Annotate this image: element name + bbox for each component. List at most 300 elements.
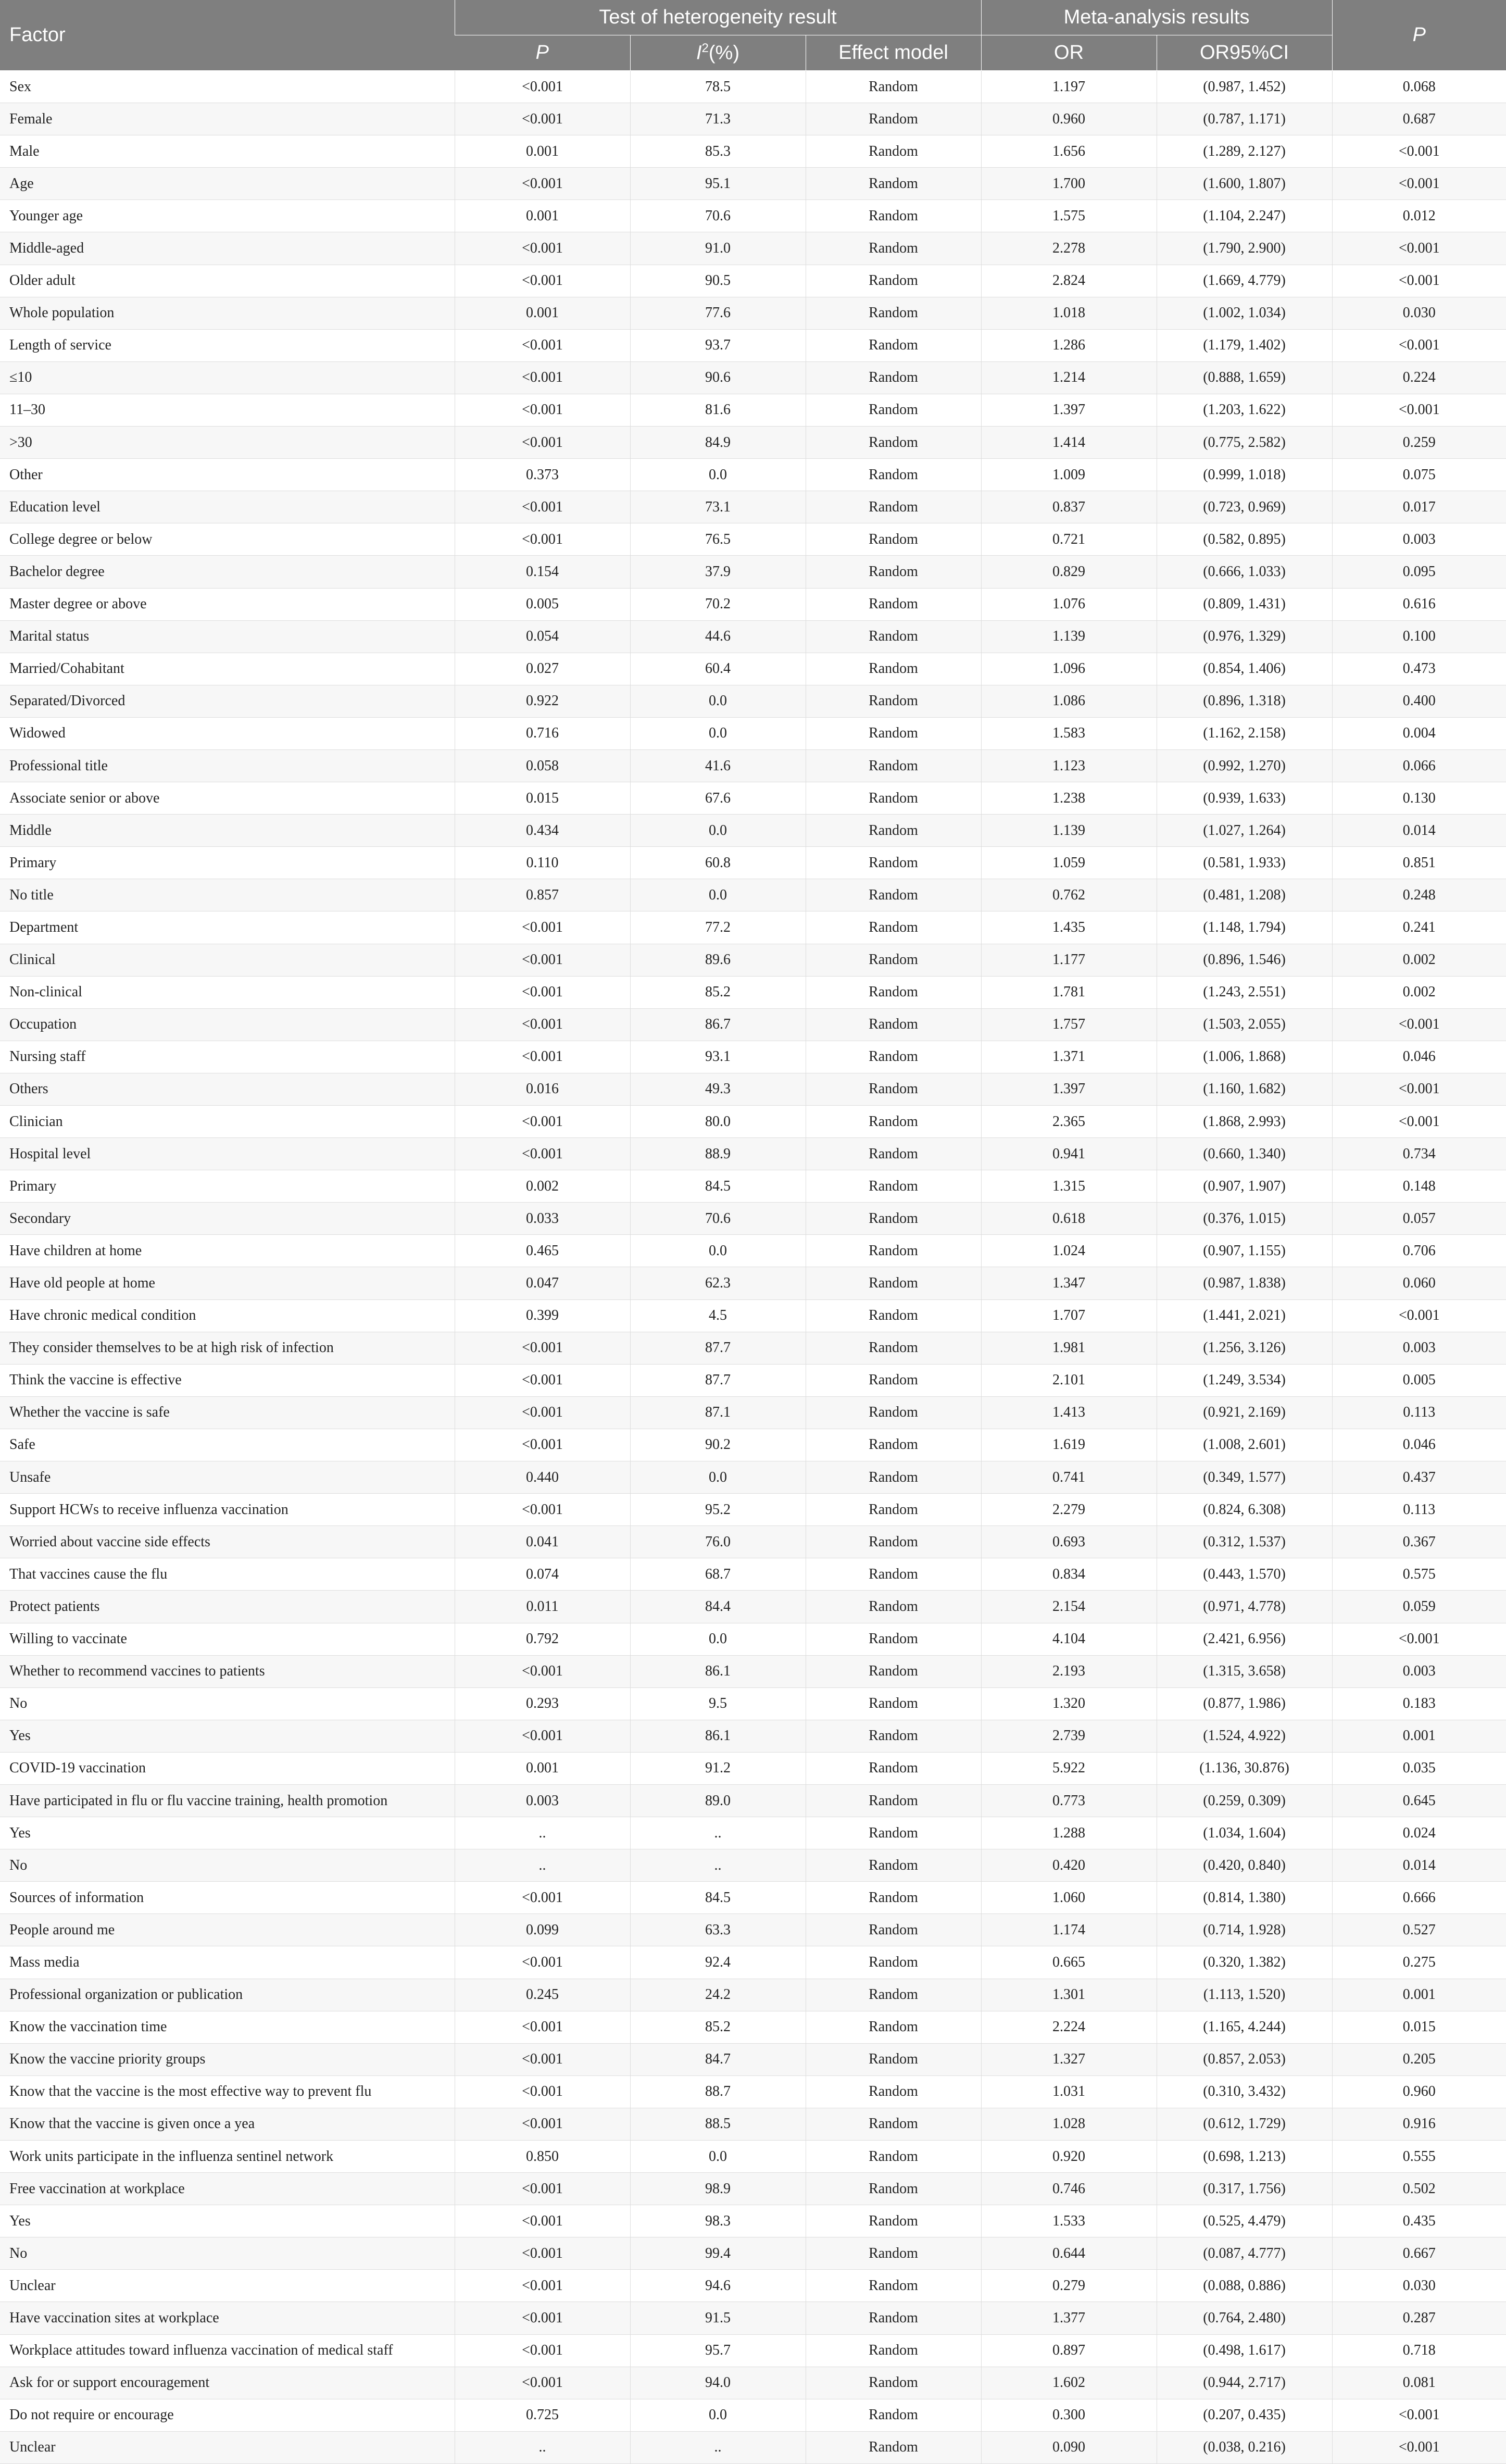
or-ci-cell: (0.775, 2.582)	[1157, 427, 1332, 459]
factor-cell: Female	[0, 103, 455, 135]
or-ci-cell: (0.666, 1.033)	[1157, 556, 1332, 588]
effect-model-cell: Random	[806, 847, 981, 879]
factor-cell: College degree or below	[0, 523, 455, 556]
p-value-cell: 0.081	[1332, 2367, 1506, 2399]
table-row	[0, 717, 1506, 749]
heterogeneity-p-cell: 0.001	[455, 200, 630, 232]
or-ci-cell: (0.987, 1.838)	[1157, 1267, 1332, 1299]
effect-model-cell: Random	[806, 1817, 981, 1849]
or-cell: 1.024	[981, 1235, 1157, 1267]
heterogeneity-p-cell: <0.001	[455, 329, 630, 361]
or-ci-cell: (0.907, 1.155)	[1157, 1235, 1332, 1267]
p-value-cell: 0.005	[1332, 1364, 1506, 1396]
effect-model-cell: Random	[806, 1784, 981, 1817]
i2-cell: 67.6	[630, 782, 806, 815]
heterogeneity-p-cell: 0.245	[455, 1979, 630, 2011]
or-ci-cell: (0.896, 1.546)	[1157, 944, 1332, 976]
or-cell: 1.700	[981, 168, 1157, 200]
table-row	[0, 1138, 1506, 1170]
table-row	[0, 847, 1506, 879]
table-row	[0, 2075, 1506, 2108]
effect-model-cell: Random	[806, 200, 981, 232]
factor-cell: Bachelor degree	[0, 556, 455, 588]
effect-model-cell: Random	[806, 944, 981, 976]
or-ci-cell: (0.088, 0.886)	[1157, 2270, 1332, 2302]
heterogeneity-p-cell: 0.033	[455, 1203, 630, 1235]
or-cell: 1.583	[981, 717, 1157, 749]
factor-cell: >30	[0, 427, 455, 459]
i2-cell: 78.5	[630, 71, 806, 103]
effect-model-cell: Random	[806, 2399, 981, 2431]
p-value-cell: 0.435	[1332, 2205, 1506, 2237]
p-value-cell: 0.555	[1332, 2141, 1506, 2173]
p-value-cell: 0.400	[1332, 685, 1506, 717]
i2-cell: 98.9	[630, 2173, 806, 2205]
table-row	[0, 556, 1506, 588]
table-row	[0, 200, 1506, 232]
factor-cell: Middle-aged	[0, 232, 455, 265]
effect-model-cell: Random	[806, 879, 981, 911]
or-cell: 5.922	[981, 1752, 1157, 1784]
i2-cell: 86.7	[630, 1008, 806, 1041]
or-cell: 1.086	[981, 685, 1157, 717]
heterogeneity-p-cell: <0.001	[455, 2367, 630, 2399]
i2-cell: 0.0	[630, 459, 806, 491]
or-cell: 2.101	[981, 1364, 1157, 1396]
or-cell: 0.773	[981, 1784, 1157, 1817]
p-value-cell: 0.259	[1332, 427, 1506, 459]
or-ci-cell: (0.207, 0.435)	[1157, 2399, 1332, 2431]
factor-cell: Widowed	[0, 717, 455, 749]
or-cell: 0.829	[981, 556, 1157, 588]
or-cell: 0.618	[981, 1203, 1157, 1235]
or-ci-cell: (0.896, 1.318)	[1157, 685, 1332, 717]
factor-cell: 11–30	[0, 394, 455, 426]
table-row	[0, 749, 1506, 782]
or-cell: 0.721	[981, 523, 1157, 556]
or-ci-cell: (0.420, 0.840)	[1157, 1849, 1332, 1882]
effect-model-cell: Random	[806, 1558, 981, 1591]
or-cell: 1.028	[981, 2108, 1157, 2140]
effect-model-cell: Random	[806, 1203, 981, 1235]
i2-cell: 84.5	[630, 1170, 806, 1203]
i2-cell: 62.3	[630, 1267, 806, 1299]
or-ci-cell: (1.034, 1.604)	[1157, 1817, 1332, 1849]
effect-model-cell: Random	[806, 71, 981, 103]
or-cell: 2.278	[981, 232, 1157, 265]
table-row	[0, 135, 1506, 168]
or-ci-cell: (0.907, 1.907)	[1157, 1170, 1332, 1203]
factor-cell: Know the vaccine priority groups	[0, 2043, 455, 2075]
heterogeneity-p-cell: <0.001	[455, 911, 630, 944]
header-effect-model: Effect model	[806, 35, 981, 71]
factor-cell: Other	[0, 459, 455, 491]
table-row	[0, 2302, 1506, 2334]
heterogeneity-p-cell: ..	[455, 1817, 630, 1849]
or-cell: 1.177	[981, 944, 1157, 976]
or-cell: 1.214	[981, 361, 1157, 394]
or-cell: 0.644	[981, 2237, 1157, 2270]
header-or-ci: OR95%CI	[1157, 35, 1332, 71]
p-value-cell: 0.527	[1332, 1914, 1506, 1946]
factor-cell: No title	[0, 879, 455, 911]
p-value-cell: 0.059	[1332, 1591, 1506, 1623]
effect-model-cell: Random	[806, 556, 981, 588]
effect-model-cell: Random	[806, 2367, 981, 2399]
or-cell: 1.076	[981, 588, 1157, 620]
heterogeneity-p-cell: <0.001	[455, 2011, 630, 2043]
or-ci-cell: (0.987, 1.452)	[1157, 71, 1332, 103]
table-row	[0, 911, 1506, 944]
effect-model-cell: Random	[806, 1591, 981, 1623]
p-value-cell: 0.003	[1332, 1332, 1506, 1364]
p-value-cell: 0.046	[1332, 1429, 1506, 1461]
factor-cell: Workplace attitudes toward influenza vaccination of medical staff	[0, 2334, 455, 2367]
p-value-cell: <0.001	[1332, 1299, 1506, 1332]
table-row	[0, 1849, 1506, 1882]
or-ci-cell: (0.888, 1.659)	[1157, 361, 1332, 394]
heterogeneity-p-cell: <0.001	[455, 1655, 630, 1687]
p-value-cell: 0.645	[1332, 1784, 1506, 1817]
p-value-cell: 0.667	[1332, 2237, 1506, 2270]
factor-cell: Sources of information	[0, 1882, 455, 1914]
factor-cell: They consider themselves to be at high risk of infection	[0, 1332, 455, 1364]
p-value-cell: 0.024	[1332, 1817, 1506, 1849]
effect-model-cell: Random	[806, 523, 981, 556]
factor-cell: Marital status	[0, 620, 455, 653]
p-value-cell: 0.068	[1332, 71, 1506, 103]
or-cell: 1.060	[981, 1882, 1157, 1914]
or-cell: 4.104	[981, 1623, 1157, 1655]
or-ci-cell: (0.824, 6.308)	[1157, 1494, 1332, 1526]
factor-cell: Separated/Divorced	[0, 685, 455, 717]
heterogeneity-p-cell: 0.850	[455, 2141, 630, 2173]
table-row	[0, 1526, 1506, 1558]
table-row	[0, 1396, 1506, 1429]
effect-model-cell: Random	[806, 168, 981, 200]
effect-model-cell: Random	[806, 2270, 981, 2302]
or-cell: 0.941	[981, 1138, 1157, 1170]
header-row-group	[0, 0, 1506, 35]
factor-cell: Secondary	[0, 1203, 455, 1235]
heterogeneity-p-cell: 0.016	[455, 1073, 630, 1105]
effect-model-cell: Random	[806, 1332, 981, 1364]
or-ci-cell: (1.600, 1.807)	[1157, 168, 1332, 200]
i2-cell: 24.2	[630, 1979, 806, 2011]
i2-cell: 90.2	[630, 1429, 806, 1461]
p-value-cell: 0.687	[1332, 103, 1506, 135]
p-value-cell: 0.616	[1332, 588, 1506, 620]
table-row	[0, 1591, 1506, 1623]
or-cell: 1.123	[981, 749, 1157, 782]
effect-model-cell: Random	[806, 265, 981, 297]
heterogeneity-p-cell: 0.047	[455, 1267, 630, 1299]
table-row	[0, 1106, 1506, 1138]
factor-cell: Middle	[0, 815, 455, 847]
i2-cell: 77.2	[630, 911, 806, 944]
or-ci-cell: (0.764, 2.480)	[1157, 2302, 1332, 2334]
or-cell: 1.781	[981, 976, 1157, 1008]
p-value-cell: <0.001	[1332, 168, 1506, 200]
i2-cell: 95.7	[630, 2334, 806, 2367]
effect-model-cell: Random	[806, 1623, 981, 1655]
or-ci-cell: (1.113, 1.520)	[1157, 1979, 1332, 2011]
i2-cell: ..	[630, 2431, 806, 2463]
or-ci-cell: (0.349, 1.577)	[1157, 1461, 1332, 1494]
factor-cell: Older adult	[0, 265, 455, 297]
factor-cell: Age	[0, 168, 455, 200]
i2-cell: 95.1	[630, 168, 806, 200]
or-ci-cell: (1.868, 2.993)	[1157, 1106, 1332, 1138]
or-cell: 1.981	[981, 1332, 1157, 1364]
or-cell: 2.154	[981, 1591, 1157, 1623]
or-cell: 1.619	[981, 1429, 1157, 1461]
or-cell: 0.920	[981, 2141, 1157, 2173]
table-row	[0, 103, 1506, 135]
table-row	[0, 976, 1506, 1008]
i2-cell: 87.7	[630, 1332, 806, 1364]
effect-model-cell: Random	[806, 815, 981, 847]
p-value-cell: 0.001	[1332, 1979, 1506, 2011]
effect-model-cell: Random	[806, 2075, 981, 2108]
table-row	[0, 2334, 1506, 2367]
p-value-cell: 0.960	[1332, 2075, 1506, 2108]
i2-cell: 81.6	[630, 394, 806, 426]
or-cell: 2.739	[981, 1720, 1157, 1752]
factor-cell: No	[0, 1687, 455, 1720]
effect-model-cell: Random	[806, 2205, 981, 2237]
i2-cell: 87.7	[630, 1364, 806, 1396]
table-row	[0, 2043, 1506, 2075]
or-ci-cell: (0.857, 2.053)	[1157, 2043, 1332, 2075]
factor-cell: People around me	[0, 1914, 455, 1946]
effect-model-cell: Random	[806, 1073, 981, 1105]
table-row	[0, 879, 1506, 911]
i2-cell: ..	[630, 1817, 806, 1849]
effect-model-cell: Random	[806, 749, 981, 782]
p-value-cell: 0.012	[1332, 200, 1506, 232]
or-ci-cell: (0.087, 4.777)	[1157, 2237, 1332, 2270]
effect-model-cell: Random	[806, 620, 981, 653]
heterogeneity-p-cell: 0.003	[455, 1784, 630, 1817]
p-value-cell: 0.066	[1332, 749, 1506, 782]
or-ci-cell: (1.179, 1.402)	[1157, 329, 1332, 361]
effect-model-cell: Random	[806, 1882, 981, 1914]
table-row	[0, 1784, 1506, 1817]
table-row	[0, 361, 1506, 394]
or-ci-cell: (1.790, 2.900)	[1157, 232, 1332, 265]
table-row	[0, 1655, 1506, 1687]
i2-cell: 49.3	[630, 1073, 806, 1105]
or-ci-cell: (0.921, 2.169)	[1157, 1396, 1332, 1429]
i2-cell: 84.4	[630, 1591, 806, 1623]
table-row	[0, 2011, 1506, 2043]
heterogeneity-p-cell: <0.001	[455, 2043, 630, 2075]
heterogeneity-p-cell: ..	[455, 1849, 630, 1882]
effect-model-cell: Random	[806, 361, 981, 394]
or-ci-cell: (0.714, 1.928)	[1157, 1914, 1332, 1946]
factor-cell: Married/Cohabitant	[0, 653, 455, 685]
or-ci-cell: (1.243, 2.551)	[1157, 976, 1332, 1008]
heterogeneity-p-cell: 0.110	[455, 847, 630, 879]
factor-cell: Nursing staff	[0, 1041, 455, 1073]
factor-cell: Know the vaccination time	[0, 2011, 455, 2043]
or-ci-cell: (1.203, 1.622)	[1157, 394, 1332, 426]
factor-cell: Know that the vaccine is given once a yea	[0, 2108, 455, 2140]
i2-cell: 93.1	[630, 1041, 806, 1073]
effect-model-cell: Random	[806, 1267, 981, 1299]
or-cell: 1.413	[981, 1396, 1157, 1429]
or-cell: 1.575	[981, 200, 1157, 232]
i2-cell: 0.0	[630, 2399, 806, 2431]
effect-model-cell: Random	[806, 1461, 981, 1494]
effect-model-cell: Random	[806, 1396, 981, 1429]
or-cell: 1.414	[981, 427, 1157, 459]
heterogeneity-p-cell: 0.001	[455, 1752, 630, 1784]
table-row	[0, 2237, 1506, 2270]
p-value-cell: 0.130	[1332, 782, 1506, 815]
or-cell: 1.320	[981, 1687, 1157, 1720]
or-ci-cell: (1.165, 4.244)	[1157, 2011, 1332, 2043]
table-body	[0, 71, 1506, 2464]
or-cell: 1.031	[981, 2075, 1157, 2108]
or-ci-cell: (1.256, 3.126)	[1157, 1332, 1332, 1364]
p-value-cell: 0.001	[1332, 1720, 1506, 1752]
table-row	[0, 523, 1506, 556]
table-row	[0, 1623, 1506, 1655]
i2-cell: 9.5	[630, 1687, 806, 1720]
heterogeneity-p-cell: <0.001	[455, 2075, 630, 2108]
heterogeneity-p-cell: 0.154	[455, 556, 630, 588]
or-ci-cell: (0.259, 0.309)	[1157, 1784, 1332, 1817]
table-row	[0, 232, 1506, 265]
table-row	[0, 1041, 1506, 1073]
heterogeneity-p-cell: 0.922	[455, 685, 630, 717]
or-cell: 1.096	[981, 653, 1157, 685]
or-cell: 1.397	[981, 394, 1157, 426]
factor-cell: Yes	[0, 1817, 455, 1849]
effect-model-cell: Random	[806, 2237, 981, 2270]
effect-model-cell: Random	[806, 1106, 981, 1138]
factor-cell: Mass media	[0, 1946, 455, 1979]
heterogeneity-p-cell: <0.001	[455, 2302, 630, 2334]
header-or: OR	[981, 35, 1157, 71]
or-ci-cell: (0.992, 1.270)	[1157, 749, 1332, 782]
or-ci-cell: (0.582, 0.895)	[1157, 523, 1332, 556]
factor-cell: COVID-19 vaccination	[0, 1752, 455, 1784]
header-factor: Factor	[0, 0, 455, 71]
p-value-cell: <0.001	[1332, 2399, 1506, 2431]
i2-cell: 0.0	[630, 685, 806, 717]
effect-model-cell: Random	[806, 1526, 981, 1558]
i2-cell: 84.5	[630, 1882, 806, 1914]
or-cell: 2.279	[981, 1494, 1157, 1526]
p-value-cell: 0.706	[1332, 1235, 1506, 1267]
factor-cell: Unclear	[0, 2431, 455, 2463]
p-value-cell: 0.004	[1332, 717, 1506, 749]
p-value-cell: 0.014	[1332, 815, 1506, 847]
effect-model-cell: Random	[806, 588, 981, 620]
effect-model-cell: Random	[806, 329, 981, 361]
heterogeneity-p-cell: 0.099	[455, 1914, 630, 1946]
or-ci-cell: (0.809, 1.431)	[1157, 588, 1332, 620]
table-row	[0, 459, 1506, 491]
factor-cell: Have children at home	[0, 1235, 455, 1267]
or-cell: 0.279	[981, 2270, 1157, 2302]
heterogeneity-p-cell: <0.001	[455, 1008, 630, 1041]
i2-cell: 0.0	[630, 879, 806, 911]
p-value-cell: <0.001	[1332, 394, 1506, 426]
table-row	[0, 685, 1506, 717]
effect-model-cell: Random	[806, 394, 981, 426]
header-p: P	[455, 35, 630, 71]
table-row	[0, 1882, 1506, 1914]
heterogeneity-p-cell: 0.015	[455, 782, 630, 815]
heterogeneity-p-cell: <0.001	[455, 2205, 630, 2237]
heterogeneity-p-cell: 0.054	[455, 620, 630, 653]
heterogeneity-p-cell: <0.001	[455, 1720, 630, 1752]
or-ci-cell: (0.999, 1.018)	[1157, 459, 1332, 491]
i2-cell: 70.2	[630, 588, 806, 620]
p-value-cell: 0.057	[1332, 1203, 1506, 1235]
factor-cell: Length of service	[0, 329, 455, 361]
p-value-cell: 0.367	[1332, 1526, 1506, 1558]
or-ci-cell: (1.669, 4.779)	[1157, 265, 1332, 297]
i2-cell: 0.0	[630, 1623, 806, 1655]
p-value-cell: 0.287	[1332, 2302, 1506, 2334]
or-cell: 1.315	[981, 1170, 1157, 1203]
table-row	[0, 1752, 1506, 1784]
or-cell: 1.602	[981, 2367, 1157, 2399]
heterogeneity-p-cell: <0.001	[455, 1882, 630, 1914]
heterogeneity-p-cell: <0.001	[455, 2334, 630, 2367]
or-ci-cell: (1.160, 1.682)	[1157, 1073, 1332, 1105]
heterogeneity-p-cell: <0.001	[455, 2108, 630, 2140]
heterogeneity-p-cell: 0.399	[455, 1299, 630, 1332]
effect-model-cell: Random	[806, 1429, 981, 1461]
table-row	[0, 1332, 1506, 1364]
factor-cell: Support HCWs to receive influenza vaccination	[0, 1494, 455, 1526]
or-cell: 1.288	[981, 1817, 1157, 1849]
p-value-cell: 0.003	[1332, 1655, 1506, 1687]
table-row	[0, 1364, 1506, 1396]
p-value-cell: 0.113	[1332, 1396, 1506, 1429]
factor-cell: Unsafe	[0, 1461, 455, 1494]
effect-model-cell: Random	[806, 459, 981, 491]
heterogeneity-p-cell: <0.001	[455, 944, 630, 976]
table-row	[0, 815, 1506, 847]
factor-cell: Free vaccination at workplace	[0, 2173, 455, 2205]
effect-model-cell: Random	[806, 653, 981, 685]
or-ci-cell: (1.136, 30.876)	[1157, 1752, 1332, 1784]
heterogeneity-p-cell: <0.001	[455, 427, 630, 459]
i2-cell: 91.0	[630, 232, 806, 265]
or-ci-cell: (0.525, 4.479)	[1157, 2205, 1332, 2237]
factor-cell: Clinician	[0, 1106, 455, 1138]
table-row	[0, 2270, 1506, 2302]
header-meta-group: Meta-analysis results	[981, 0, 1332, 35]
table-row	[0, 1494, 1506, 1526]
table-row	[0, 1235, 1506, 1267]
factor-cell: That vaccines cause the flu	[0, 1558, 455, 1591]
i2-cell: 76.0	[630, 1526, 806, 1558]
or-ci-cell: (0.498, 1.617)	[1157, 2334, 1332, 2367]
i2-cell: 86.1	[630, 1720, 806, 1752]
table-row	[0, 1008, 1506, 1041]
i2-cell: 99.4	[630, 2237, 806, 2270]
i2-cell: 90.5	[630, 265, 806, 297]
factor-cell: Protect patients	[0, 1591, 455, 1623]
